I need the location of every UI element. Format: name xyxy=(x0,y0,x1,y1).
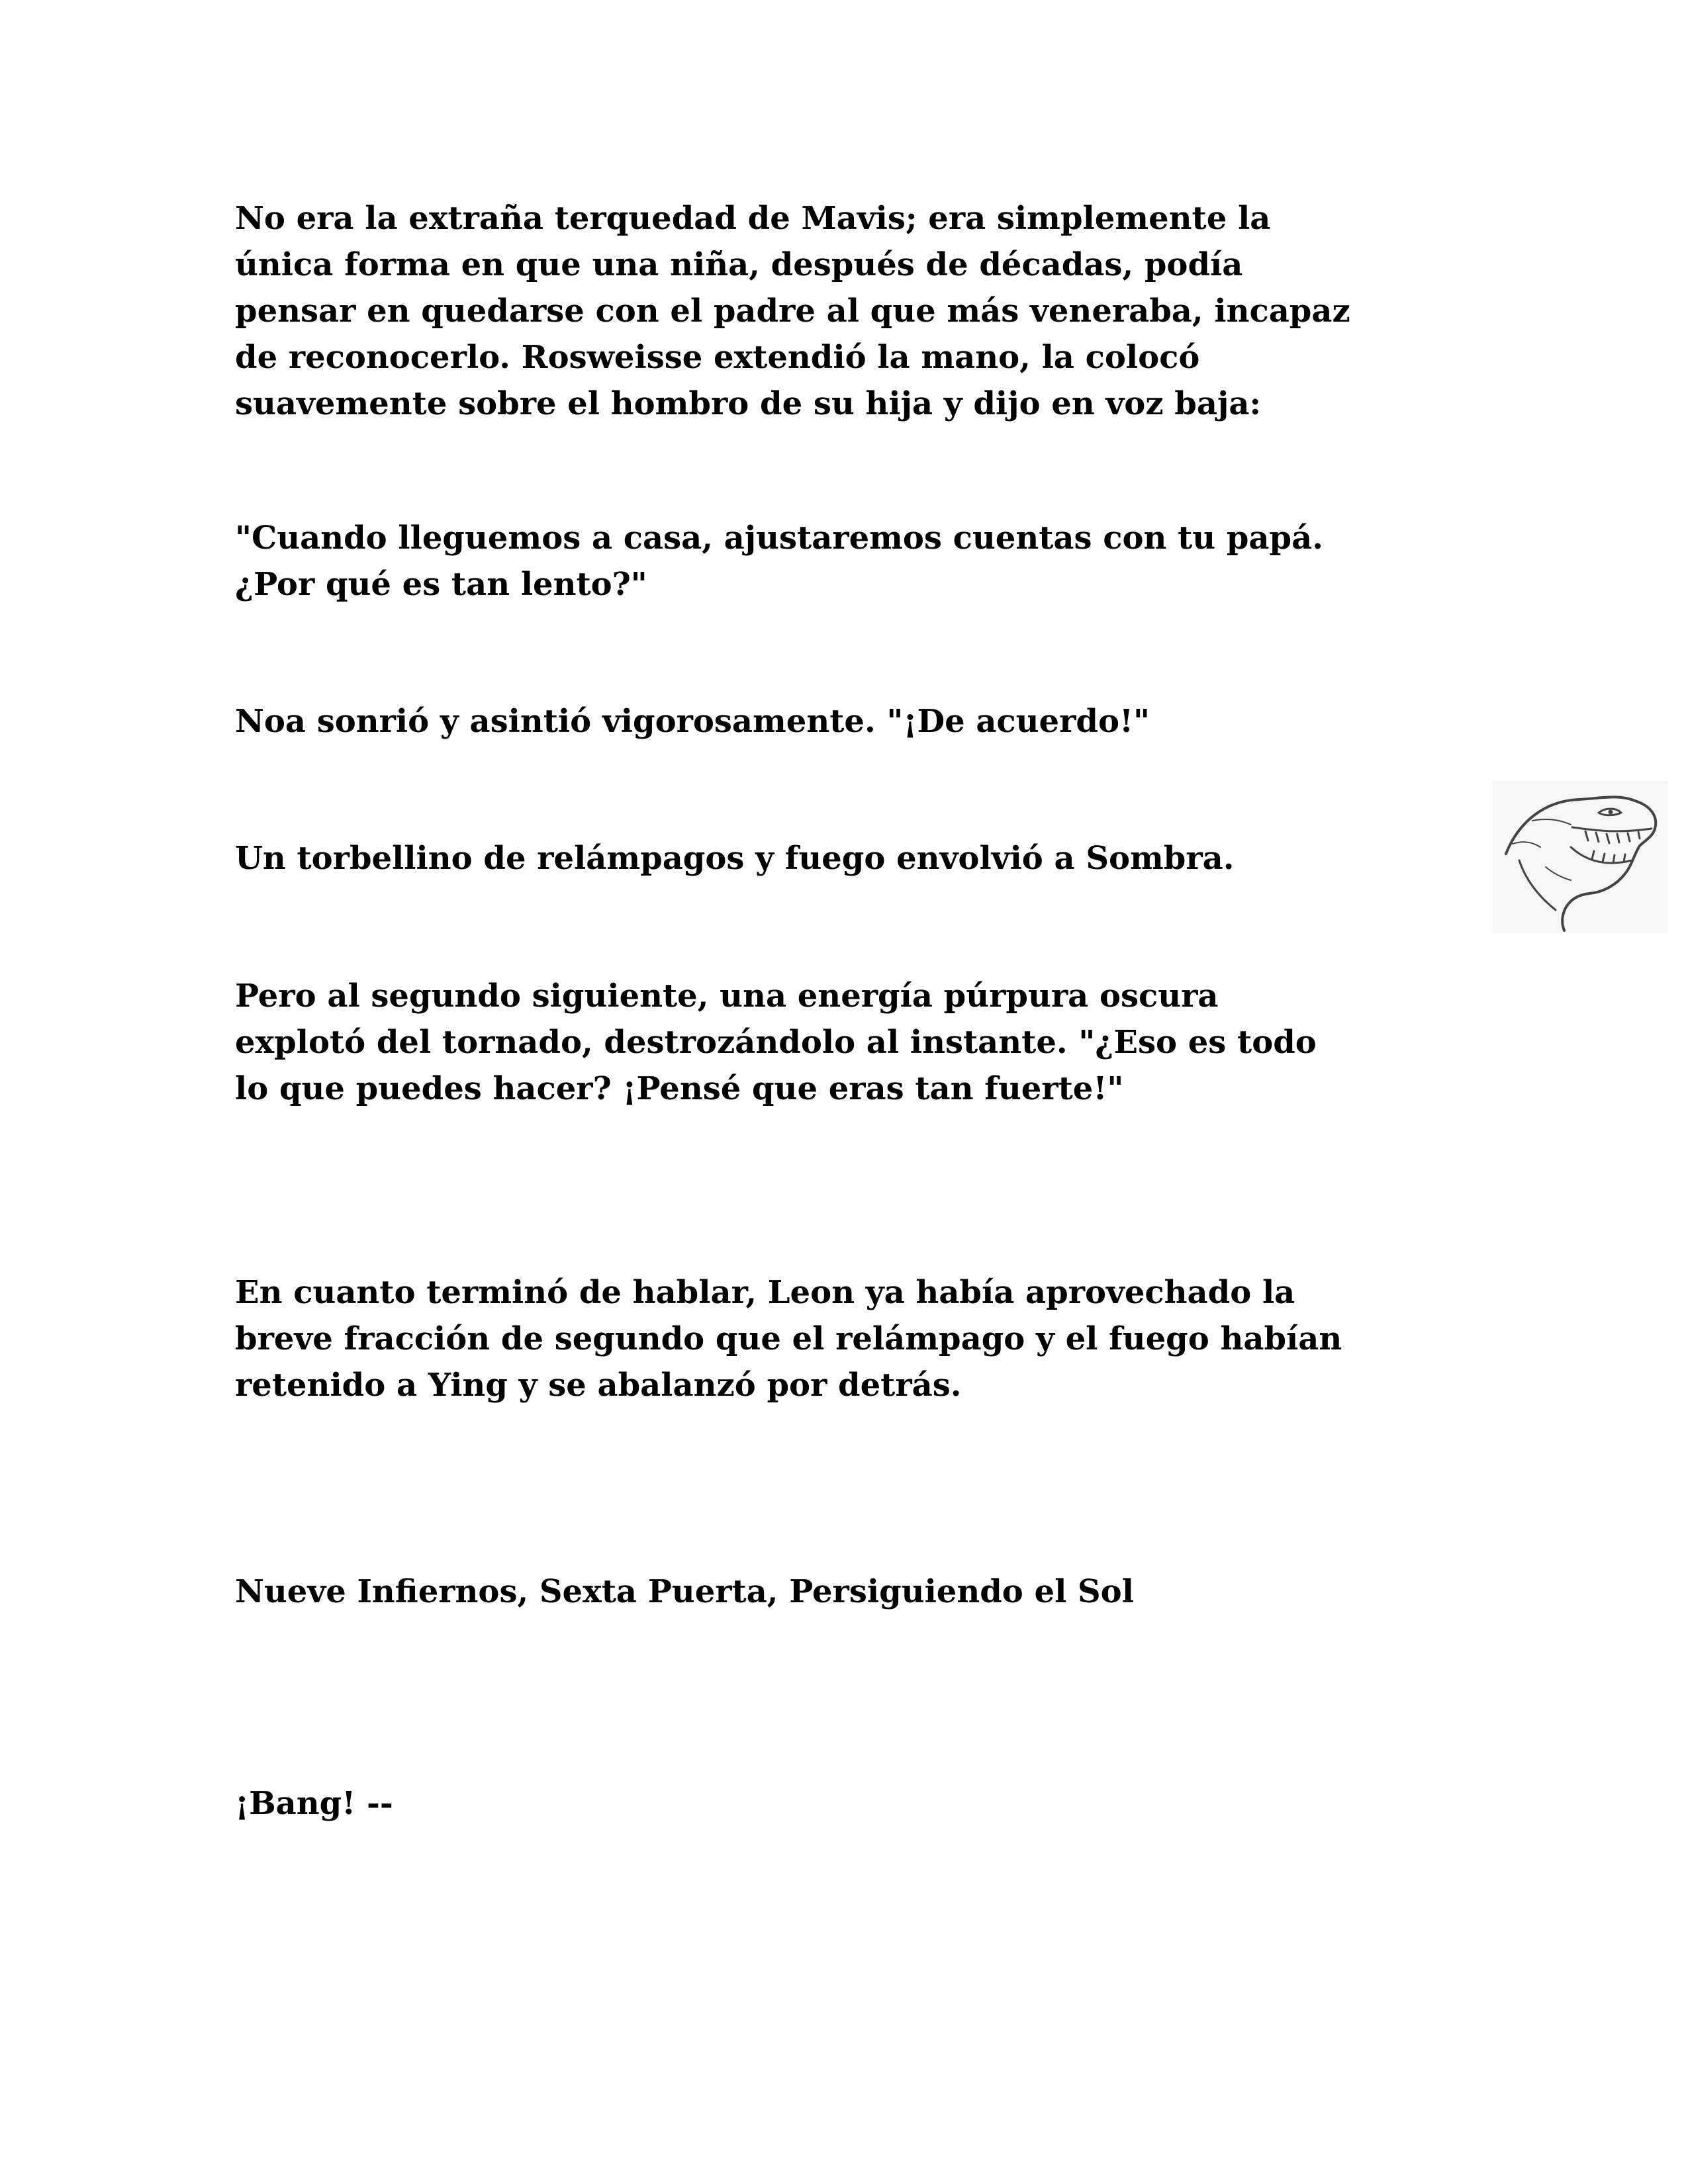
paragraph-8 xyxy=(235,1780,1453,1827)
paragraph-4 xyxy=(235,835,1453,882)
text-line: breve fracción de segundo que el relámpago y el fuego habían xyxy=(235,1320,1342,1357)
paragraph-3 xyxy=(235,698,1453,745)
text-line: suavemente sobre el hombro de su hija y dijo en voz baja: xyxy=(235,385,1262,422)
text-line: Un torbellino de relámpagos y fuego envolvió a Sombra. xyxy=(235,840,1235,877)
paragraph-7 xyxy=(235,1569,1453,1615)
text-line: retenido a Ying y se abalanzó por detrás. xyxy=(235,1367,962,1404)
text-line: ¿Por qué es tan lento?" xyxy=(235,566,647,603)
paragraph-6 xyxy=(235,1269,1453,1408)
text-line: pensar en quedarse con el padre al que más veneraba, incapaz xyxy=(235,293,1350,330)
text-line: Nueve Infiernos, Sexta Puerta, Persiguiendo el Sol xyxy=(235,1573,1134,1610)
paragraph-2 xyxy=(235,515,1453,608)
text-line: Pero al segundo siguiente, una energía púrpura oscura xyxy=(235,978,1219,1015)
text-line: única forma en que una niña, después de décadas, podía xyxy=(235,246,1243,283)
text-line: "Cuando lleguemos a casa, ajustaremos cuentas con tu papá. xyxy=(235,520,1323,557)
text-line: de reconocerlo. Rosweisse extendió la mano, la colocó xyxy=(235,339,1200,376)
paragraph-1 xyxy=(235,195,1453,427)
dinosaur-head-sketch-icon xyxy=(1493,781,1668,933)
text-line: ¡Bang! -- xyxy=(235,1785,393,1822)
text-line: Noa sonrió y asintió vigorosamente. "¡De acuerdo!" xyxy=(235,703,1150,740)
paragraph-5 xyxy=(235,973,1453,1112)
text-line: lo que puedes hacer? ¡Pensé que eras tan fuerte!" xyxy=(235,1070,1124,1107)
text-line: explotó del tornado, destrozándolo al instante. "¿Eso es todo xyxy=(235,1024,1317,1061)
text-line: En cuanto terminó de hablar, Leon ya había aprovechado la xyxy=(235,1274,1295,1311)
text-line: No era la extraña terquedad de Mavis; era simplemente la xyxy=(235,200,1271,237)
